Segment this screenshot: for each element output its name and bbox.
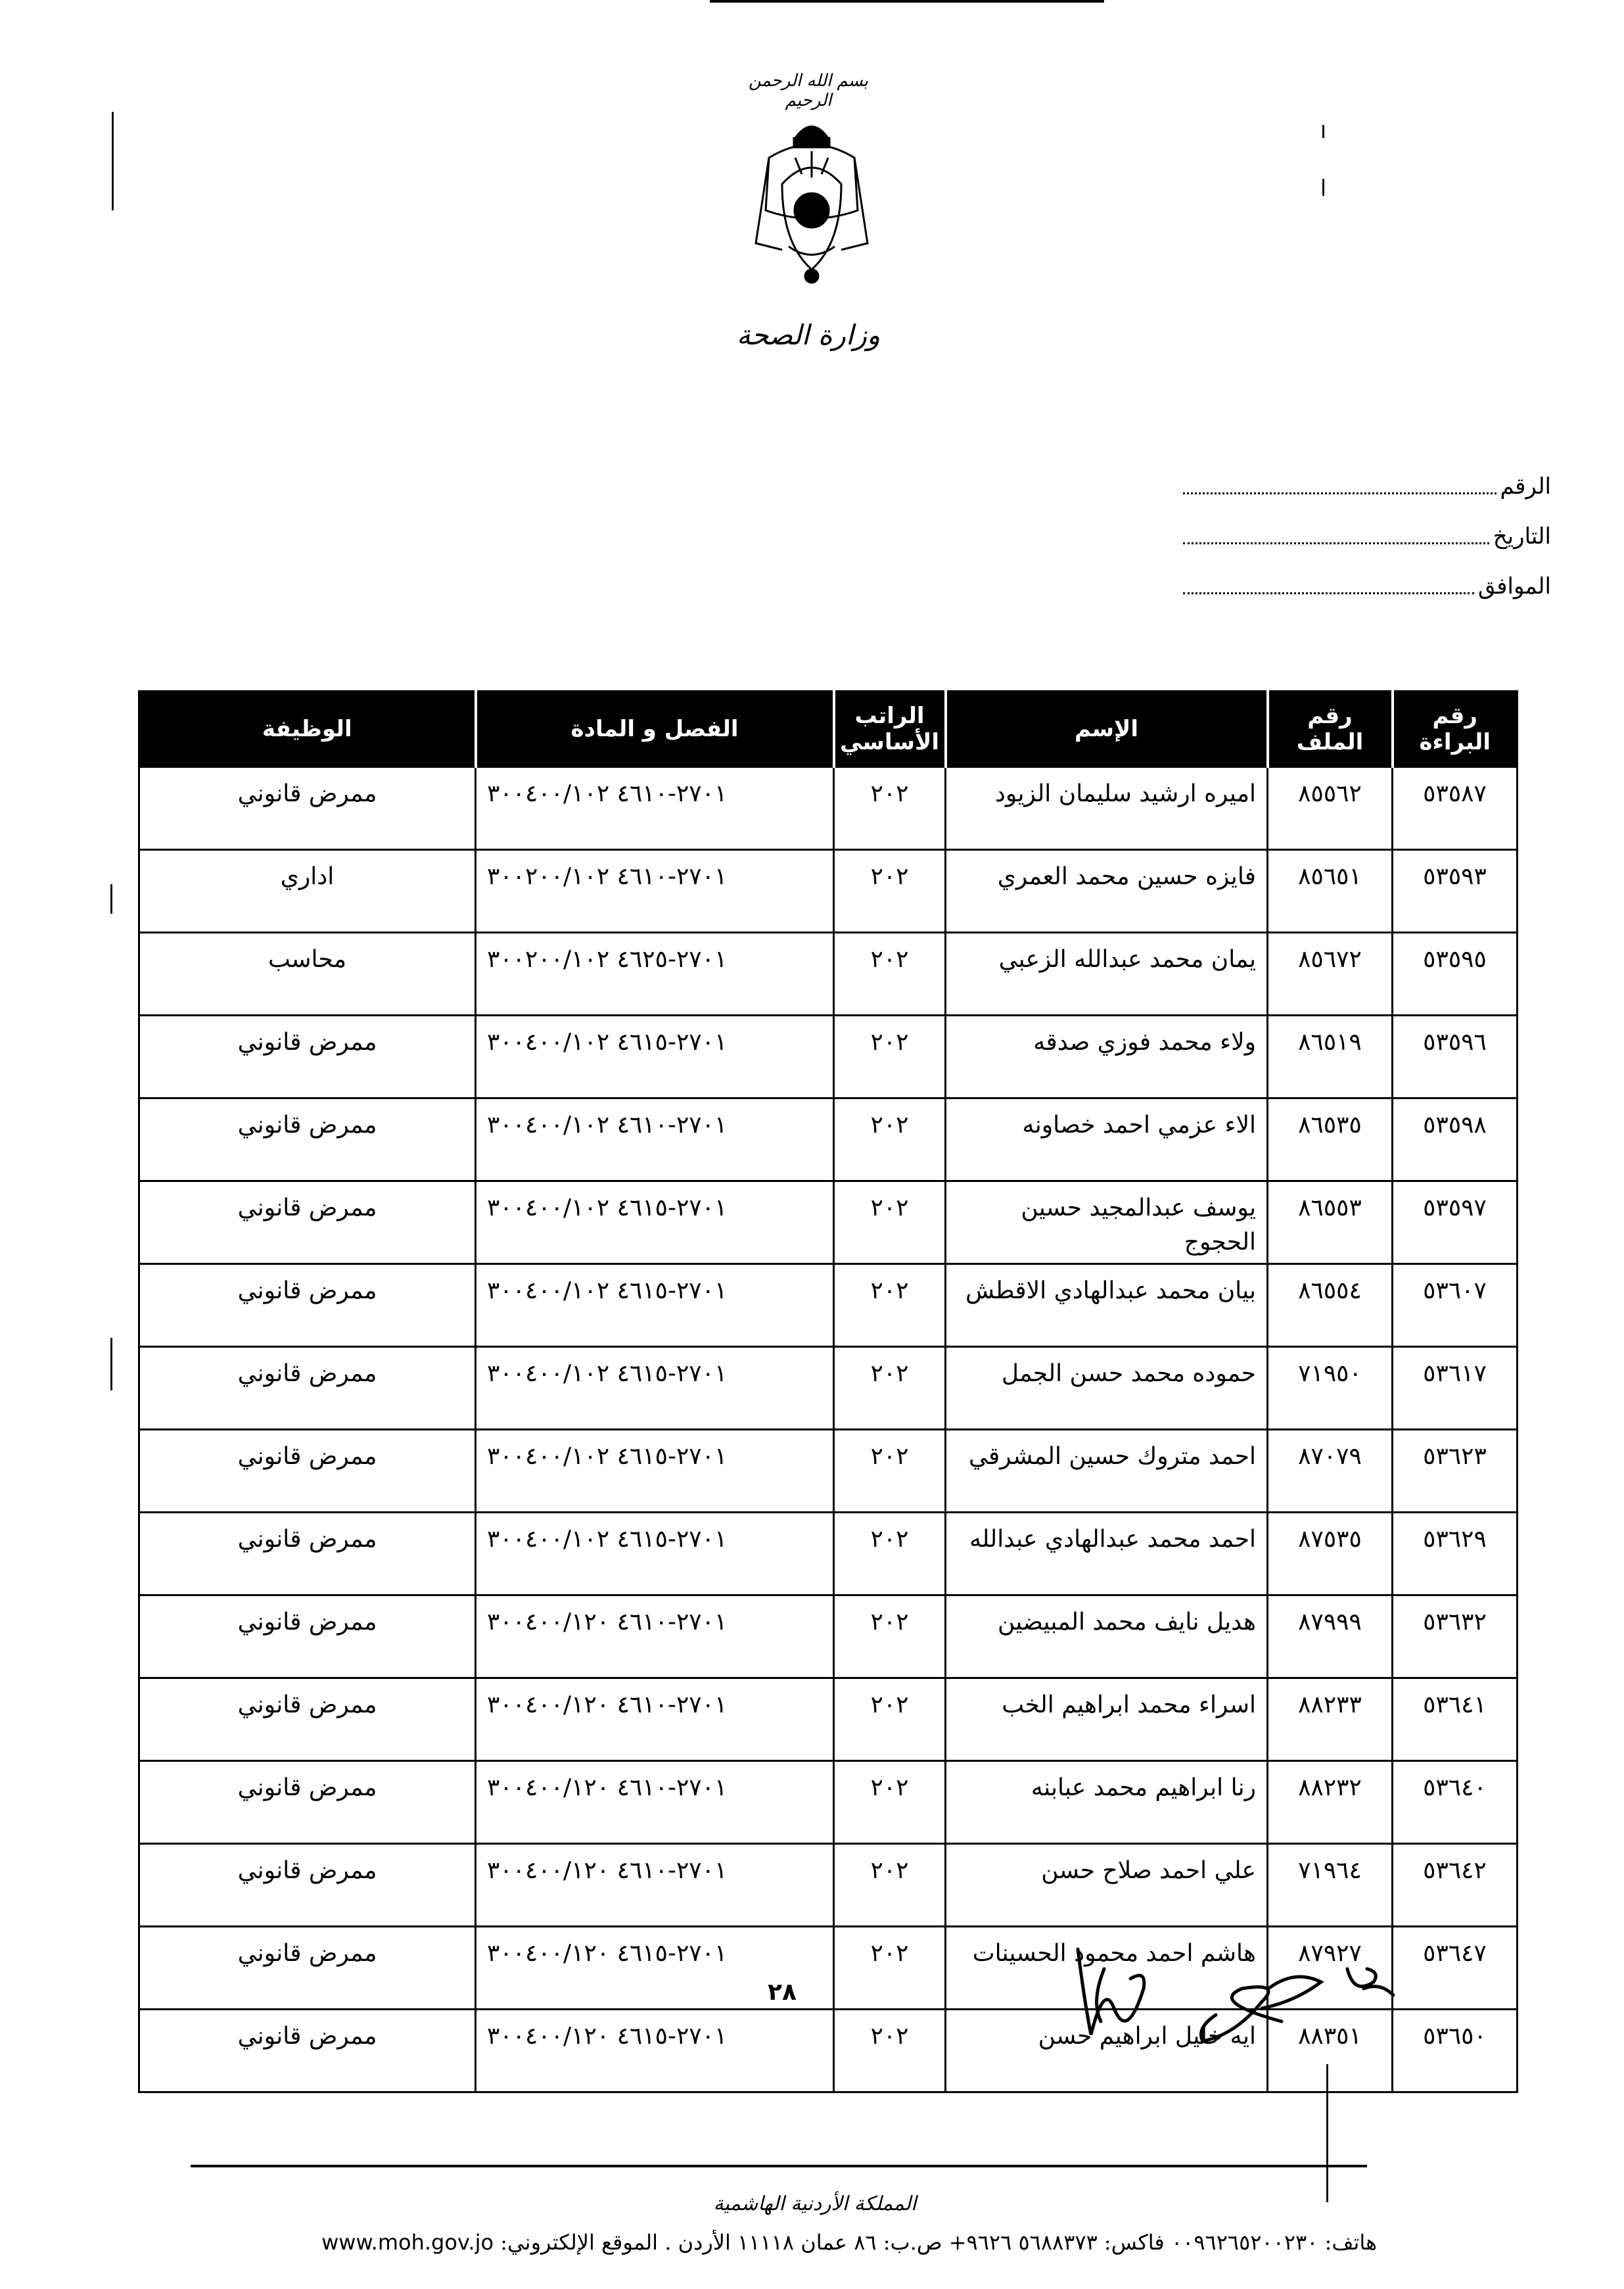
cell-account: ٢٧٠١-٤٦١٠ ٣٠٠٤٠٠/١٢٠: [476, 1678, 834, 1761]
scan-mark: [110, 1338, 112, 1390]
table-row: [139, 1513, 1518, 1595]
cell-account: ٢٧٠١-٤٦١٠ ٣٠٠٤٠٠/١٢٠: [476, 1761, 834, 1844]
table-row: [139, 1347, 1518, 1430]
cell-cert-number: ٥٣٦٠٧: [1393, 1264, 1518, 1347]
cell-basic-salary: ٢٠٢: [834, 1595, 946, 1678]
cell-name: رنا ابراهيم محمد عبابنه: [946, 1761, 1268, 1844]
cell-cert-number: ٥٣٦٤١: [1393, 1678, 1518, 1761]
cell-name: يمان محمد عبدالله الزعبي: [946, 933, 1268, 1016]
cell-account: ٢٧٠١-٤٦١٥ ٣٠٠٤٠٠/١٠٢: [476, 1513, 834, 1595]
cell-account: ٢٧٠١-٤٦١٥ ٣٠٠٤٠٠/١٠٢: [476, 1430, 834, 1513]
header-file-number: رقم الملف: [1268, 692, 1393, 767]
cell-cert-number: ٥٣٦٥٠: [1393, 2010, 1518, 2092]
cell-basic-salary: ٢٠٢: [834, 1098, 946, 1181]
table-row: [139, 933, 1518, 1016]
cell-file-number: ٨٨٣٥١: [1268, 2010, 1393, 2092]
cell-basic-salary: ٢٠٢: [834, 1761, 946, 1844]
scan-mark: [1322, 125, 1324, 138]
header-name: الإسم: [946, 692, 1268, 767]
table-row: [139, 1181, 1518, 1264]
reference-number-field: [1183, 473, 1551, 500]
cell-job: ممرض قانوني: [139, 1181, 476, 1264]
header-job: الوظيفة: [139, 692, 476, 767]
table-row: [139, 767, 1518, 850]
cell-account: ٢٧٠١-٤٦١٠ ٣٠٠٤٠٠/١٠٢: [476, 1098, 834, 1181]
ministry-name: وزارة الصحة: [736, 319, 881, 351]
contact-details: هاتف: ٠٠٩٦٢٦٥٢٠٠٢٣٠ فاكس: ٥٦٨٨٣٧٣ ٩٦٢٦+ ص.ب: ٨٦ عمان ١١١١٨ الأردن . الموقع الإلكتروني:: [500, 2230, 1377, 2255]
cell-file-number: ٨٦٥٣٥: [1268, 1098, 1393, 1181]
staff-table: [138, 690, 1518, 2093]
cell-account: ٢٧٠١-٤٦١٥ ٣٠٠٤٠٠/١٢٠: [476, 1927, 834, 2010]
cell-file-number: ٨٨٢٣٣: [1268, 1678, 1393, 1761]
cell-basic-salary: ٢٠٢: [834, 2010, 946, 2092]
cell-basic-salary: ٢٠٢: [834, 1016, 946, 1098]
cell-file-number: ٨٥٥٦٢: [1268, 767, 1393, 850]
date-line: [1183, 542, 1489, 544]
kingdom-name: المملكة الأردنية الهاشمية: [713, 2192, 917, 2215]
page-number: ٢٨: [768, 1979, 797, 2006]
cell-file-number: ٨٥٦٧٢: [1268, 933, 1393, 1016]
cell-job: ممرض قانوني: [139, 1761, 476, 1844]
cell-basic-salary: ٢٠٢: [834, 933, 946, 1016]
cell-name: فايزه حسين محمد العمري: [946, 850, 1268, 933]
cell-job: ممرض قانوني: [139, 1844, 476, 1927]
table-row: [139, 1264, 1518, 1347]
cell-basic-salary: ٢٠٢: [834, 1678, 946, 1761]
table-row: [139, 1595, 1518, 1678]
cell-account: ٢٧٠١-٤٦١٠ ٣٠٠٤٠٠/١٢٠: [476, 1595, 834, 1678]
cell-account: ٢٧٠١-٤٦١٥ ٣٠٠٤٠٠/١٢٠: [476, 2010, 834, 2092]
cell-cert-number: ٥٣٦٢٩: [1393, 1513, 1518, 1595]
cell-file-number: ٧١٩٦٤: [1268, 1844, 1393, 1927]
table-body: [139, 767, 1518, 2092]
table-row: [139, 850, 1518, 933]
cell-job: محاسب: [139, 933, 476, 1016]
cell-basic-salary: ٢٠٢: [834, 1844, 946, 1927]
contact-line: [171, 2230, 1377, 2255]
table-header-row: [139, 692, 1518, 767]
corresponding-date-line: [1183, 592, 1474, 594]
cell-account: ٢٧٠١-٤٦١٥ ٣٠٠٤٠٠/١٠٢: [476, 1181, 834, 1264]
cell-name: ايه خليل ابراهيم حسن: [946, 2010, 1268, 2092]
cell-name: هاشم احمد محمود الحسينات: [946, 1927, 1268, 2010]
cell-account: ٢٧٠١-٤٦٢٥ ٣٠٠٢٠٠/١٠٢: [476, 933, 834, 1016]
cell-cert-number: ٥٣٦٤٠: [1393, 1761, 1518, 1844]
cell-name: حموده محمد حسن الجمل: [946, 1347, 1268, 1430]
cell-job: ممرض قانوني: [139, 1347, 476, 1430]
cell-cert-number: ٥٣٥٩٨: [1393, 1098, 1518, 1181]
handwritten-signatures: [1065, 1943, 1420, 2054]
cell-job: اداري: [139, 850, 476, 933]
footer-divider: [191, 2165, 1367, 2167]
cell-file-number: ٧١٩٥٠: [1268, 1347, 1393, 1430]
cell-cert-number: ٥٣٥٩٥: [1393, 933, 1518, 1016]
cell-basic-salary: ٢٠٢: [834, 850, 946, 933]
cell-basic-salary: ٢٠٢: [834, 1264, 946, 1347]
header-account: الفصل و المادة: [476, 692, 834, 767]
cell-account: ٢٧٠١-٤٦١٠ ٣٠٠٢٠٠/١٠٢: [476, 850, 834, 933]
cell-job: ممرض قانوني: [139, 1264, 476, 1347]
cell-file-number: ٨٧٥٣٥: [1268, 1513, 1393, 1595]
cell-account: ٢٧٠١-٤٦١٥ ٣٠٠٤٠٠/١٠٢: [476, 1016, 834, 1098]
header-cert-number: رقم البراءة: [1393, 692, 1518, 767]
royal-emblem: [743, 112, 881, 289]
cell-file-number: ٨٦٥٥٣: [1268, 1181, 1393, 1264]
cell-job: ممرض قانوني: [139, 2010, 476, 2092]
basmala: بسم الله الرحمن الرحيم: [748, 71, 869, 110]
scan-mark: [110, 884, 112, 914]
cell-cert-number: ٥٣٦٤٧: [1393, 1927, 1518, 2010]
cell-account: ٢٧٠١-٤٦١٥ ٣٠٠٤٠٠/١٠٢: [476, 1347, 834, 1430]
cell-name: اميره ارشيد سليمان الزيود: [946, 767, 1268, 850]
cell-job: ممرض قانوني: [139, 1513, 476, 1595]
cell-basic-salary: ٢٠٢: [834, 1347, 946, 1430]
cell-name: ولاء محمد فوزي صدقه: [946, 1016, 1268, 1098]
cell-name: يوسف عبدالمجيد حسين الحجوج: [946, 1181, 1268, 1264]
cell-cert-number: ٥٣٥٩٣: [1393, 850, 1518, 933]
cell-job: ممرض قانوني: [139, 1098, 476, 1181]
cell-account: ٢٧٠١-٤٦١٥ ٣٠٠٤٠٠/١٠٢: [476, 1264, 834, 1347]
cell-basic-salary: ٢٠٢: [834, 767, 946, 850]
cell-name: بيان محمد عبدالهادي الاقطش: [946, 1264, 1268, 1347]
cell-job: ممرض قانوني: [139, 1595, 476, 1678]
cell-file-number: ٨٦٥١٩: [1268, 1016, 1393, 1098]
corresponding-date-label: الموافق: [1477, 573, 1551, 600]
cell-file-number: ٨٧٩٩٩: [1268, 1595, 1393, 1678]
scan-mark: [710, 0, 1104, 3]
cell-basic-salary: ٢٠٢: [834, 1430, 946, 1513]
cell-name: احمد متروك حسين المشرقي: [946, 1430, 1268, 1513]
cell-cert-number: ٥٣٦٤٢: [1393, 1844, 1518, 1927]
cell-name: علي احمد صلاح حسن: [946, 1844, 1268, 1927]
cell-file-number: ٨٧٩٢٧: [1268, 1927, 1393, 2010]
table-row: [139, 1098, 1518, 1181]
corresponding-date-field: [1183, 573, 1551, 600]
cell-name: اسراء محمد ابراهيم الخب: [946, 1678, 1268, 1761]
cell-cert-number: ٥٣٦١٧: [1393, 1347, 1518, 1430]
cell-job: ممرض قانوني: [139, 1016, 476, 1098]
cell-basic-salary: ٢٠٢: [834, 1513, 946, 1595]
reference-number-line: [1183, 492, 1496, 494]
cell-job: ممرض قانوني: [139, 1678, 476, 1761]
website-link[interactable]: www.moh.gov.jo: [321, 2230, 494, 2255]
table-row: [139, 1430, 1518, 1513]
date-field: [1183, 523, 1551, 550]
header-basic-salary: الراتب الأساسي: [834, 692, 946, 767]
cell-basic-salary: ٢٠٢: [834, 1181, 946, 1264]
cell-file-number: ٨٥٦٥١: [1268, 850, 1393, 933]
scan-mark: [1322, 179, 1324, 196]
cell-file-number: ٨٧٠٧٩: [1268, 1430, 1393, 1513]
cell-cert-number: ٥٣٦٣٢: [1393, 1595, 1518, 1678]
cell-name: هديل نايف محمد المبيضين: [946, 1595, 1268, 1678]
cell-account: ٢٧٠١-٤٦١٠ ٣٠٠٤٠٠/١٢٠: [476, 1844, 834, 1927]
cell-account: ٢٧٠١-٤٦١٠ ٣٠٠٤٠٠/١٠٢: [476, 767, 834, 850]
cell-cert-number: ٥٣٦٢٣: [1393, 1430, 1518, 1513]
date-label: التاريخ: [1493, 523, 1551, 550]
cell-job: ممرض قانوني: [139, 1430, 476, 1513]
cell-cert-number: ٥٣٥٨٧: [1393, 767, 1518, 850]
table-row: [139, 1016, 1518, 1098]
cell-job: ممرض قانوني: [139, 767, 476, 850]
table-row: [139, 1844, 1518, 1927]
cell-name: الاء عزمي احمد خصاونه: [946, 1098, 1268, 1181]
cell-name: احمد محمد عبدالهادي عبدالله: [946, 1513, 1268, 1595]
scan-mark: [112, 112, 114, 210]
cell-file-number: ٨٨٢٣٢: [1268, 1761, 1393, 1844]
cell-basic-salary: ٢٠٢: [834, 1927, 946, 2010]
table-row: [139, 1761, 1518, 1844]
reference-number-label: الرقم: [1500, 473, 1551, 500]
table-row: [139, 1678, 1518, 1761]
cell-cert-number: ٥٣٥٩٦: [1393, 1016, 1518, 1098]
cell-job: ممرض قانوني: [139, 1927, 476, 2010]
cell-cert-number: ٥٣٥٩٧: [1393, 1181, 1518, 1264]
cell-file-number: ٨٦٥٥٤: [1268, 1264, 1393, 1347]
